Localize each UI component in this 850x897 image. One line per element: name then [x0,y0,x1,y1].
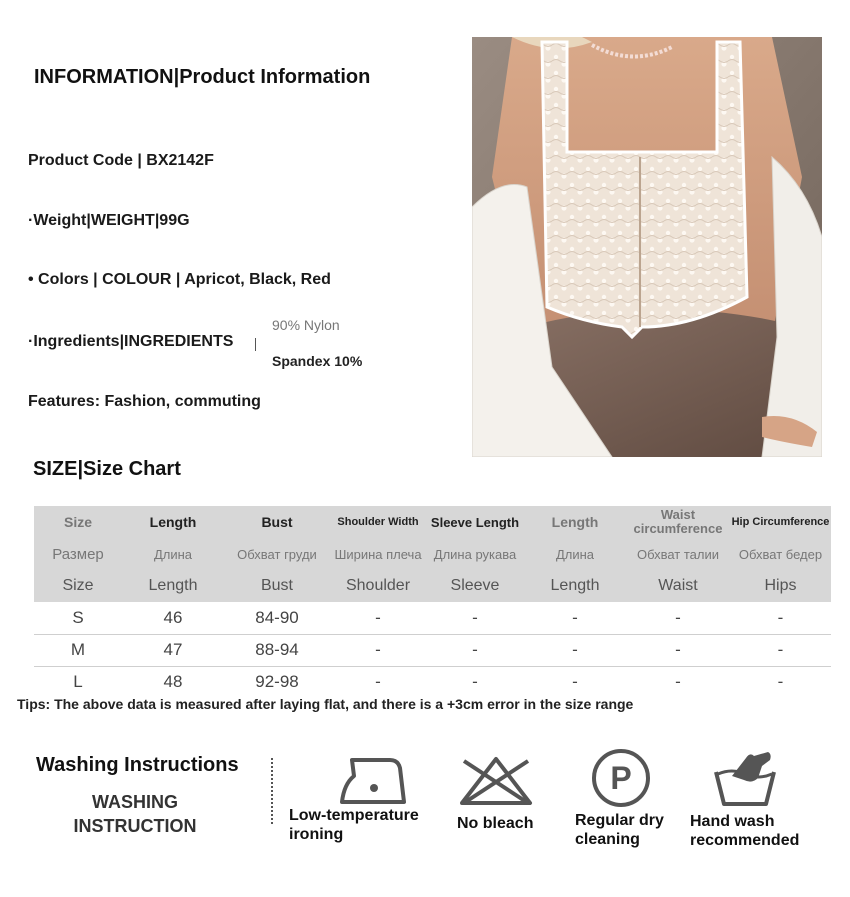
info-title: INFORMATION|Product Information [34,66,371,88]
product-weight: ·Weight|WEIGHT|99G [28,212,190,229]
svg-text:P: P [610,760,632,796]
table-cell: - [330,602,426,634]
table-cell: - [730,634,831,666]
header-cell: Waist circumference [626,506,730,538]
product-code: Product Code | BX2142F [28,152,214,169]
wash-label-ironing [289,806,419,844]
size-tips: Tips: The above data is measured after laying flat, and there is a +3cm error in the size range [17,696,634,712]
table-cell: 46 [122,602,224,634]
product-photo-illustration [472,37,822,457]
size-header-row-en [34,506,831,538]
table-cell: 88-94 [224,634,330,666]
size-row-m [34,634,831,666]
header-cell: Hip Circumference [730,506,831,538]
header-cell: Length [122,506,224,538]
ingredient-spandex: Spandex 10% [272,353,363,369]
header-cell: Hips [730,570,831,602]
table-cell: - [626,634,730,666]
size-chart-table [34,506,831,698]
header-cell: Length [524,506,626,538]
table-cell: - [330,634,426,666]
header-cell: Обхват груди [224,538,330,570]
product-features: Features: Fashion, commuting [28,393,261,410]
header-cell: Bust [224,570,330,602]
wash-label-line: No bleach [457,815,534,832]
size-header-row-short [34,570,831,602]
header-cell: Длина рукава [426,538,524,570]
header-cell: Длина [524,538,626,570]
product-photo [472,37,822,457]
table-cell: M [34,634,122,666]
table-cell: S [34,602,122,634]
header-cell: Size [34,506,122,538]
table-cell: - [524,602,626,634]
wash-label-line: Hand wash [690,813,775,830]
header-cell: Waist [626,570,730,602]
wash-label-hand-wash [690,812,799,850]
size-row-s [34,602,831,634]
size-chart-title: SIZE|Size Chart [33,458,181,480]
table-cell: 47 [122,634,224,666]
header-cell: Обхват талии [626,538,730,570]
no-bleach-icon [458,755,534,807]
header-cell: Размер [34,538,122,570]
iron-low-temperature-icon [338,754,408,806]
ingredients-divider [255,338,256,351]
table-cell: 48 [163,672,183,692]
washing-title: Washing Instructions [36,754,239,776]
table-cell: - [426,634,524,666]
table-cell: - [375,672,381,692]
wash-label-no-bleach [457,814,533,833]
washing-subtitle [60,790,210,838]
table-cell: - [675,672,681,692]
header-cell: Shoulder [330,570,426,602]
table-cell: - [472,672,478,692]
header-cell: Shoulder Width [330,506,426,538]
header-cell: Size [34,570,122,602]
size-header-row-ru [34,538,831,570]
table-cell: - [626,602,730,634]
washing-subtitle-line1: WASHING [91,792,178,812]
table-cell: 92-98 [255,672,299,692]
header-cell: Обхват бедер [730,538,831,570]
wash-label-line: recommended [690,832,800,849]
wash-label-line: ironing [289,826,344,843]
dry-clean-p-icon [590,747,652,809]
size-row-l [34,666,831,698]
washing-subtitle-line2: INSTRUCTION [73,816,197,836]
wash-label-line: cleaning [575,831,640,848]
table-cell: - [524,634,626,666]
table-cell: - [777,672,784,692]
wash-label-dry-clean [575,811,664,849]
washing-divider [271,758,273,824]
header-cell: Sleeve Length [426,506,524,538]
table-cell: - [730,602,831,634]
table-cell: - [572,672,578,692]
hand-wash-icon [712,748,778,808]
table-cell: L [73,672,83,692]
header-cell: Sleeve [426,570,524,602]
table-cell: 84-90 [224,602,330,634]
ingredient-nylon: 90% Nylon [272,317,340,333]
ingredients-label: ·Ingredients|INGREDIENTS [28,333,234,350]
header-cell: Length [122,570,224,602]
header-cell: Ширина плеча [330,538,426,570]
header-cell: Длина [122,538,224,570]
header-cell: Bust [224,506,330,538]
wash-label-line: Regular dry [575,812,664,829]
wash-label-line: Low-temperature [289,807,419,824]
table-cell: - [426,602,524,634]
product-colors: • Colors | COLOUR | Apricot, Black, Red [28,271,331,288]
header-cell: Length [524,570,626,602]
